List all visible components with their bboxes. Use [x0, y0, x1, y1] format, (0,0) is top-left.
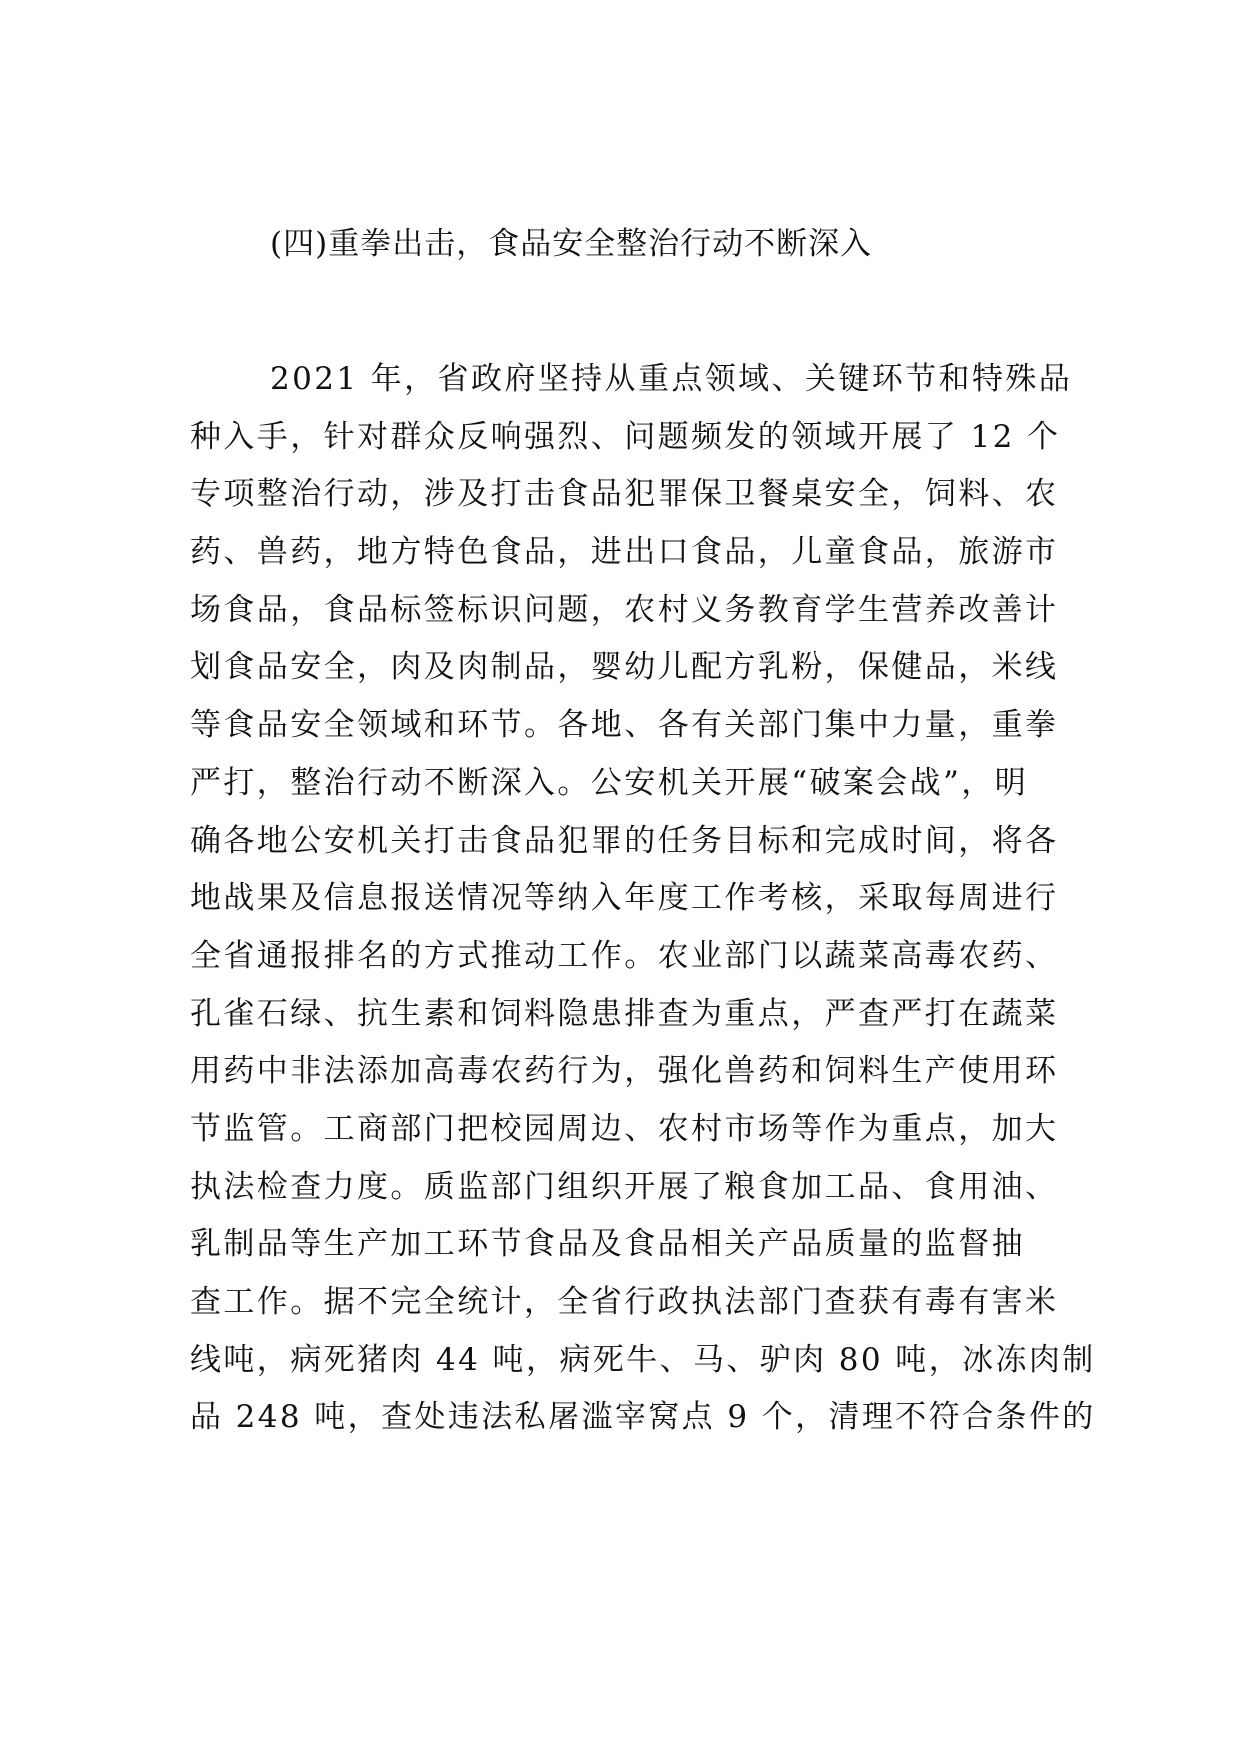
paragraph-line: 专项整治行动，涉及打击食品犯罪保卫餐桌安全，饲料、农 [190, 476, 1059, 513]
paragraph-line: 药、兽药，地方特色食品，进出口食品，儿童食品，旅游市 [190, 534, 1059, 571]
paragraph-line: 全省通报排名的方式推动工作。农业部门以蔬菜高毒农药、 [190, 937, 1059, 974]
section-heading: (四)重拳出击，食品安全整治行动不断深入 [270, 226, 873, 262]
paragraph-line: 执法检查力度。质监部门组织开展了粮食加工品、食用油、 [190, 1168, 1059, 1205]
body-paragraph [190, 351, 1096, 1447]
paragraph-line: 2021 年，省政府坚持从重点领域、关键环节和特殊品 [270, 361, 1073, 397]
paragraph-line: 用药中非法添加高毒农药行为，强化兽药和饲料生产使用环 [190, 1053, 1059, 1090]
paragraph-line: 乳制品等生产加工环节食品及食品相关产品质量的监督抽 [190, 1226, 1025, 1263]
paragraph-line: 品 248 吨，查处违法私屠滥宰窝点 9 个，清理不符合条件的 [190, 1399, 1096, 1436]
paragraph-line: 地战果及信息报送情况等纳入年度工作考核，采取每周进行 [190, 880, 1059, 917]
paragraph-line: 场食品，食品标签标识问题，农村义务教育学生营养改善计 [190, 591, 1059, 628]
paragraph-line: 孔雀石绿、抗生素和饲料隐患排查为重点，严查严打在蔬菜 [190, 995, 1059, 1032]
paragraph-line: 节监管。工商部门把校园周边、农村市场等作为重点，加大 [190, 1110, 1059, 1147]
paragraph-line: 线吨，病死猪肉 44 吨，病死牛、马、驴肉 80 吨，冰冻肉制 [190, 1341, 1096, 1378]
paragraph-line: 确各地公安机关打击食品犯罪的任务目标和完成时间，将各 [190, 822, 1059, 859]
paragraph-line: 等食品安全领域和环节。各地、各有关部门集中力量，重拳 [190, 707, 1059, 744]
paragraph-line: 查工作。据不完全统计，全省行政执法部门查获有毒有害米 [190, 1284, 1059, 1320]
paragraph-line: 严打，整治行动不断深入。公安机关开展“破案会战”，明 [190, 764, 1029, 801]
paragraph-line: 划食品安全，肉及肉制品，婴幼儿配方乳粉，保健品，米线 [190, 649, 1059, 686]
paragraph-line: 种入手，针对群众反响强烈、问题频发的领域开展了 12 个 [190, 418, 1061, 455]
